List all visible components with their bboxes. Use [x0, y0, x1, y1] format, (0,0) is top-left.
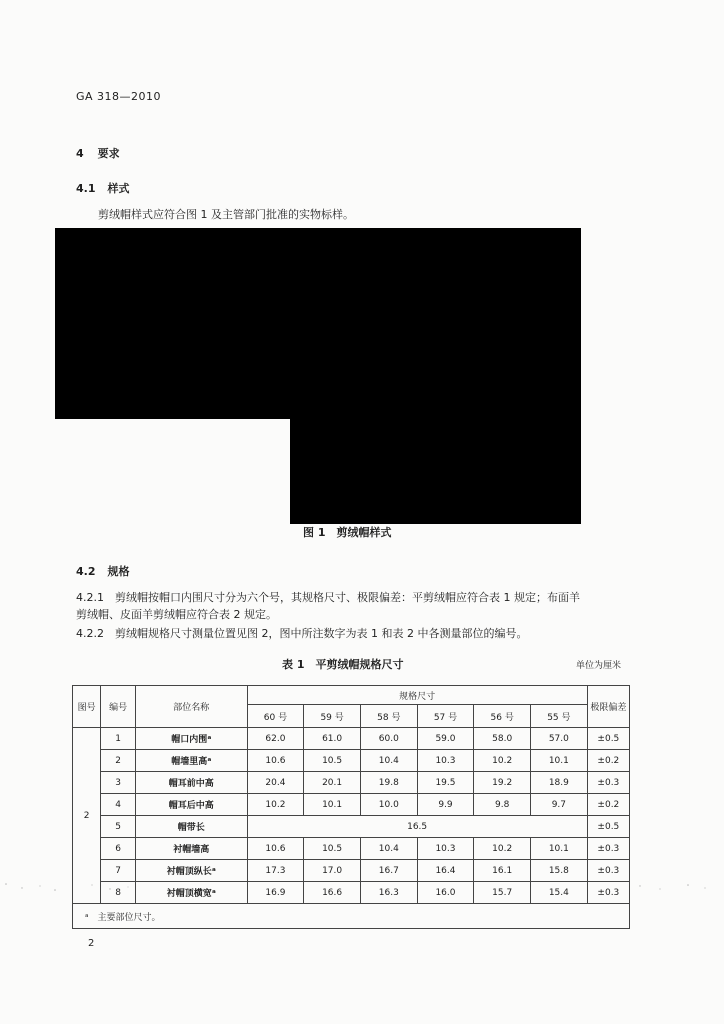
value-cell: 10.3: [417, 750, 474, 772]
value-cell: 16.1: [474, 860, 531, 882]
header-size: 56 号: [474, 705, 531, 728]
value-cell: 15.4: [531, 882, 588, 904]
value-cell: 16.9: [247, 882, 304, 904]
section-4-1-title: 样式: [107, 182, 130, 195]
item-no-cell: 4: [101, 794, 136, 816]
section-4-2-number: 4.2: [76, 565, 96, 578]
table-row: [73, 772, 630, 794]
table-row: [73, 882, 630, 904]
value-cell: 9.9: [417, 794, 474, 816]
value-cell: 9.8: [474, 794, 531, 816]
value-cell: 61.0: [304, 728, 361, 750]
header-size: 60 号: [247, 705, 304, 728]
header-size: 59 号: [304, 705, 361, 728]
value-cell: 18.9: [531, 772, 588, 794]
clause-4-2-1-line1: 4.2.1 剪绒帽按帽口内围尺寸分为六个号，其规格尺寸、极限偏差：平剪绒帽应符合表 1 规定；布面羊: [76, 591, 580, 604]
section-4-1-text: 剪绒帽样式应符合图 1 及主管部门批准的实物标样。: [98, 208, 354, 221]
section-4-title: 要求: [97, 147, 120, 160]
section-4-2-title: 规格: [107, 565, 130, 578]
section-4-1-heading: [76, 180, 130, 196]
header-tolerance: 极限偏差: [587, 686, 629, 728]
value-cell: 10.6: [247, 838, 304, 860]
value-cell: 15.8: [531, 860, 588, 882]
section-4-1-number: 4.1: [76, 182, 96, 195]
tolerance-cell: ±0.5: [587, 816, 629, 838]
part-name-cell: 衬帽顶横宽ᵃ: [136, 882, 248, 904]
standard-code-header: GA 318—2010: [76, 90, 162, 103]
value-cell: 19.5: [417, 772, 474, 794]
part-name-cell: 帽口内围ᵃ: [136, 728, 248, 750]
part-name-cell: 帽墙里高ᵃ: [136, 750, 248, 772]
header-size: 55 号: [531, 705, 588, 728]
value-cell: 10.1: [531, 750, 588, 772]
value-cell: 20.1: [304, 772, 361, 794]
fig-ref-cell: 2: [73, 728, 101, 904]
section-4-2-heading: [76, 563, 130, 579]
value-cell: 10.4: [360, 838, 417, 860]
value-cell: 58.0: [474, 728, 531, 750]
value-cell: 10.0: [360, 794, 417, 816]
value-cell: 19.8: [360, 772, 417, 794]
tolerance-cell: ±0.2: [587, 794, 629, 816]
table-row: [73, 816, 630, 838]
item-no-cell: 1: [101, 728, 136, 750]
value-cell: 17.0: [304, 860, 361, 882]
tolerance-cell: ±0.3: [587, 882, 629, 904]
clause-4-2-1-line2: 剪绒帽、皮面羊剪绒帽应符合表 2 规定。: [76, 608, 277, 621]
value-cell: 59.0: [417, 728, 474, 750]
tolerance-cell: ±0.2: [587, 750, 629, 772]
redacted-figure-block: [55, 228, 581, 419]
tolerance-cell: ±0.3: [587, 772, 629, 794]
value-cell: 10.3: [417, 838, 474, 860]
value-cell: 15.7: [474, 882, 531, 904]
header-part-name: 部位名称: [136, 686, 248, 728]
value-cell: 10.2: [474, 750, 531, 772]
value-cell: 16.0: [417, 882, 474, 904]
value-cell: 62.0: [247, 728, 304, 750]
page-number: 2: [88, 938, 95, 949]
table-1-unit: 单位为厘米: [576, 661, 622, 671]
merged-value-cell: 16.5: [247, 816, 587, 838]
value-cell: 10.6: [247, 750, 304, 772]
part-name-cell: 衬帽顶纵长ᵃ: [136, 860, 248, 882]
part-name-cell: 帽耳后中高: [136, 794, 248, 816]
part-name-cell: 帽带长: [136, 816, 248, 838]
value-cell: 17.3: [247, 860, 304, 882]
value-cell: 16.7: [360, 860, 417, 882]
value-cell: 9.7: [531, 794, 588, 816]
table-row: [73, 750, 630, 772]
item-no-cell: 3: [101, 772, 136, 794]
value-cell: 60.0: [360, 728, 417, 750]
header-spec-size: 规格尺寸: [247, 686, 587, 705]
value-cell: 10.4: [360, 750, 417, 772]
value-cell: 57.0: [531, 728, 588, 750]
clause-4-2-2: 4.2.2 剪绒帽规格尺寸测量位置见图 2，图中所注数字为表 1 和表 2 中各测量部位的编号。: [76, 627, 528, 640]
value-cell: 16.3: [360, 882, 417, 904]
redacted-figure-block-lower: [290, 419, 581, 524]
header-size: 58 号: [360, 705, 417, 728]
header-fig-no: 图号: [73, 686, 101, 728]
value-cell: 16.6: [304, 882, 361, 904]
table-row: [73, 838, 630, 860]
header-item-no: 编号: [101, 686, 136, 728]
value-cell: 10.5: [304, 750, 361, 772]
section-4-number: 4: [76, 147, 84, 160]
value-cell: 10.5: [304, 838, 361, 860]
table-footnote: ᵃ 主要部位尺寸。: [73, 904, 630, 929]
item-no-cell: 5: [101, 816, 136, 838]
value-cell: 10.2: [247, 794, 304, 816]
value-cell: 19.2: [474, 772, 531, 794]
table-row: [73, 860, 630, 882]
item-no-cell: 2: [101, 750, 136, 772]
table-row: [73, 728, 630, 750]
tolerance-cell: ±0.3: [587, 838, 629, 860]
part-name-cell: 帽耳前中高: [136, 772, 248, 794]
value-cell: 10.1: [531, 838, 588, 860]
figure-1-caption: 图 1 剪绒帽样式: [303, 526, 392, 539]
header-size: 57 号: [417, 705, 474, 728]
table-1: [72, 685, 630, 929]
table-row: [73, 794, 630, 816]
item-no-cell: 8: [101, 882, 136, 904]
part-name-cell: 衬帽墙高: [136, 838, 248, 860]
table-1-title: 表 1 平剪绒帽规格尺寸: [282, 658, 404, 671]
item-no-cell: 6: [101, 838, 136, 860]
section-4-heading: [76, 145, 120, 161]
value-cell: 16.4: [417, 860, 474, 882]
value-cell: 10.1: [304, 794, 361, 816]
item-no-cell: 7: [101, 860, 136, 882]
tolerance-cell: ±0.3: [587, 860, 629, 882]
value-cell: 20.4: [247, 772, 304, 794]
value-cell: 10.2: [474, 838, 531, 860]
tolerance-cell: ±0.5: [587, 728, 629, 750]
